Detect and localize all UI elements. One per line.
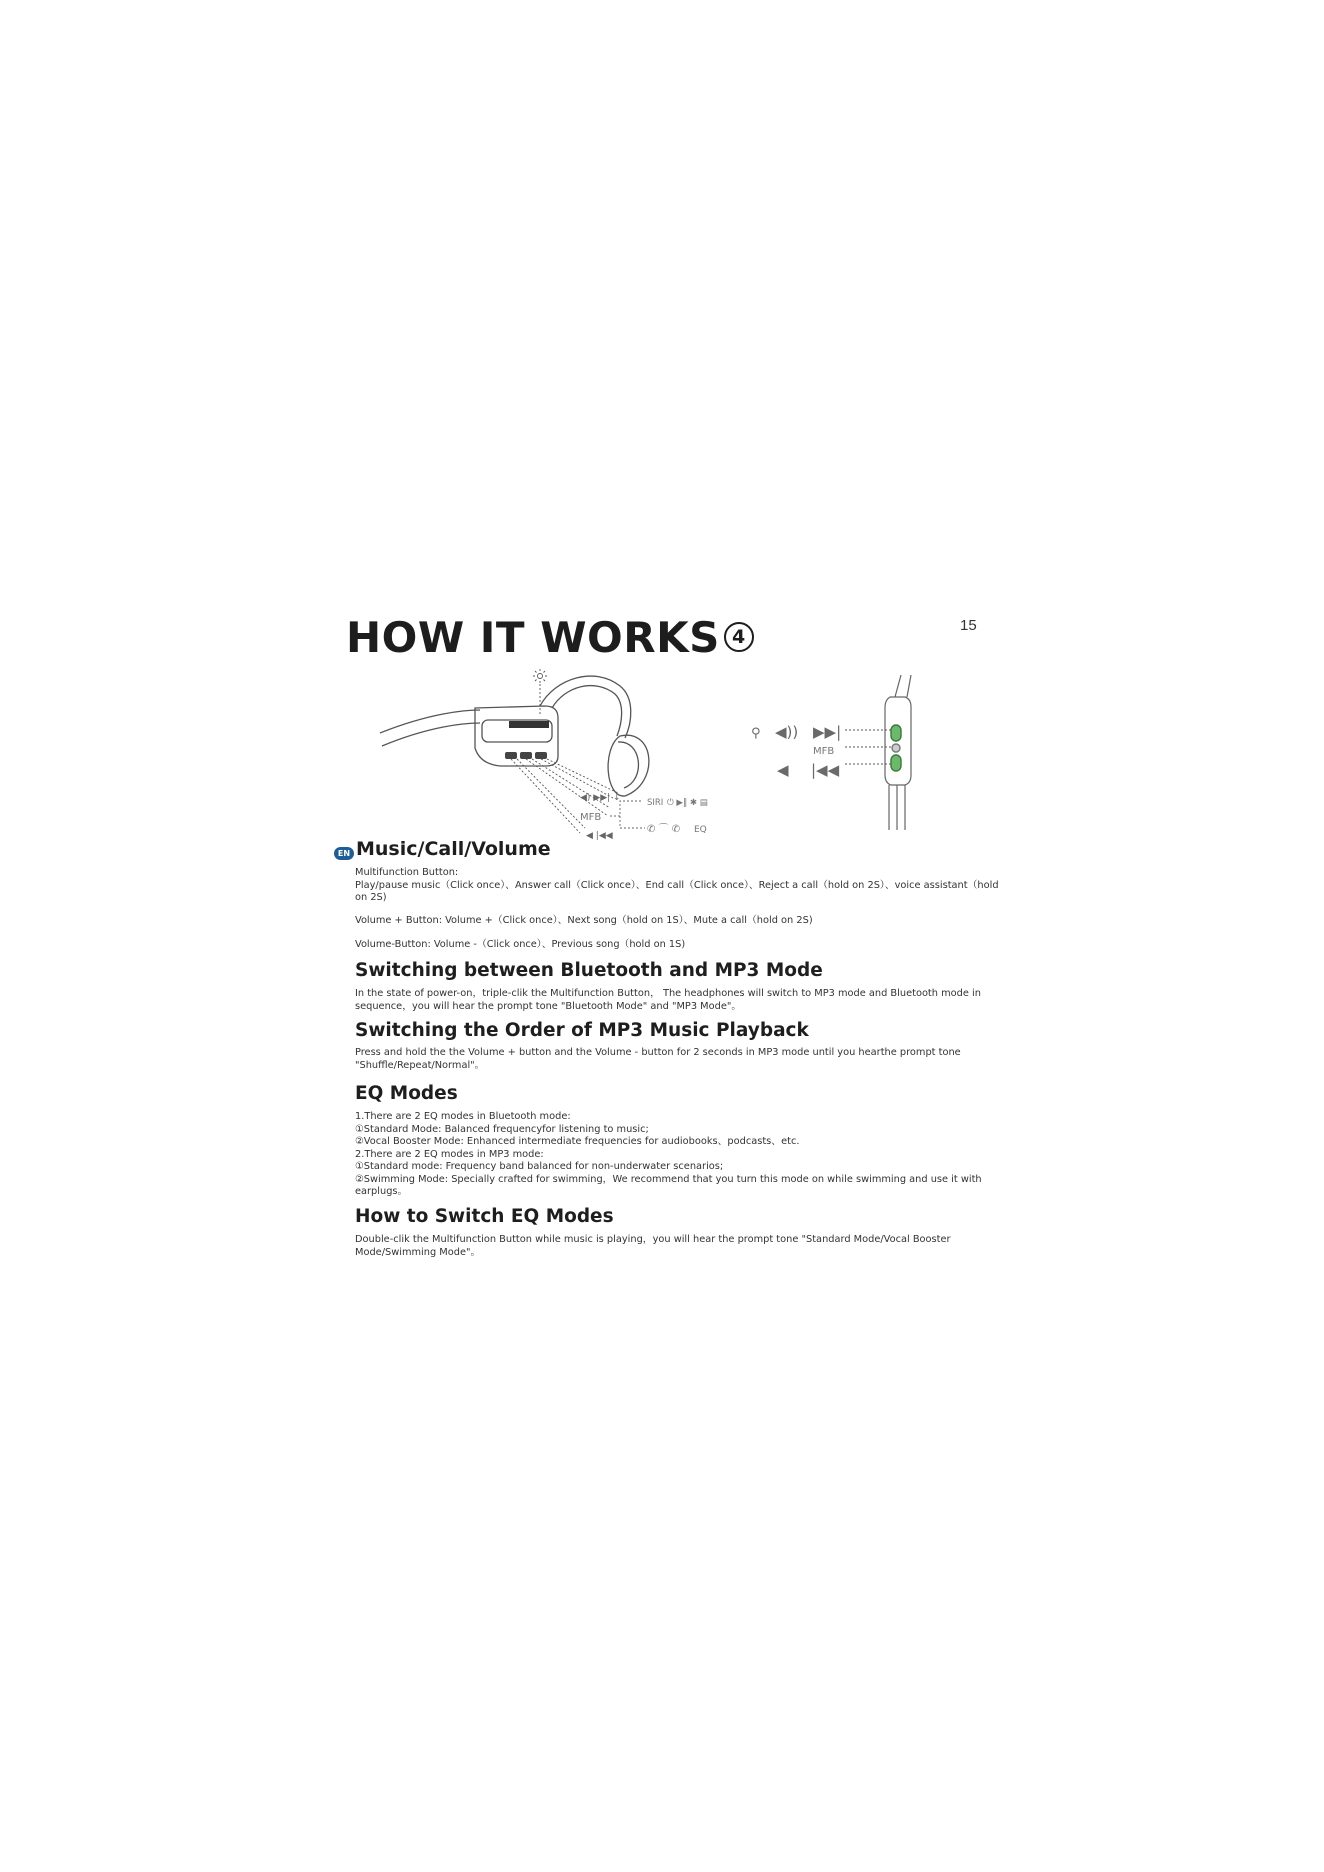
eq-label: EQ	[694, 825, 707, 835]
svg-text:◀) ▶▶| ↓: ◀) ▶▶| ↓	[580, 793, 621, 803]
eq-line: ①Standard mode: Frequency band balanced for non-underwater scenarios;	[355, 1161, 724, 1172]
eq-line: ②Vocal Booster Mode: Enhanced intermediate frequencies for audiobooks、podcasts、etc.	[355, 1136, 800, 1147]
mfb-title: Multifunction Button:	[355, 867, 459, 878]
svg-text:|◀◀: |◀◀	[811, 761, 840, 779]
eq-line: ②Swimming Mode: Specially crafted for swimming，We recommend that you turn this mode on while swimming and use it with	[355, 1173, 982, 1185]
section-heading-switch-mode: Switching between Bluetooth and MP3 Mode	[355, 960, 823, 981]
svg-text:▶▶|: ▶▶|	[813, 723, 842, 741]
switch-mode-line-1: In the state of power-on，triple-clik the Multifunction Button， The headphones will switch to MP3 mode and Bluetooth mode in	[355, 988, 981, 999]
volume-minus-text: Volume-Button: Volume -（Click once）、Previous song（hold on 1S)	[355, 939, 686, 950]
siri-label: SIRI	[647, 798, 664, 808]
svg-text:⚲: ⚲	[751, 726, 761, 741]
playback-line-1: Press and hold the the Volume + button and the Volume - button for 2 seconds in MP3 mode until you hearthe prompt tone	[355, 1047, 961, 1058]
section-heading-switch-eq: How to Switch EQ Modes	[355, 1206, 614, 1227]
svg-text:◀ |◀◀: ◀ |◀◀	[586, 831, 613, 841]
eq-line: ①Standard Mode: Balanced frequencyfor listening to music;	[355, 1123, 649, 1135]
music-mfb-text	[355, 867, 999, 905]
svg-text:✆ ⌒ ✆: ✆ ⌒ ✆	[647, 824, 681, 835]
switch-mode-text	[355, 988, 995, 1013]
section-number-badge: 4	[724, 622, 754, 652]
volume-plus-text: Volume + Button: Volume +（Click once）、Next song（hold on 1S）、Mute a call（hold on 2S)	[355, 915, 813, 926]
svg-text:◀)): ◀))	[775, 723, 799, 741]
page-number: 15	[960, 617, 977, 634]
mfb-label: MFB	[580, 812, 602, 823]
mfb-line-2: on 2S)	[355, 892, 387, 903]
button-side-diagram	[735, 675, 935, 835]
switch-eq-line-2: Mode/Swimming Mode"。	[355, 1246, 481, 1258]
switch-mode-line-2: sequence，you will hear the prompt tone "Bluetooth Mode" and "MP3 Mode"。	[355, 1000, 742, 1012]
eq-line: 1.There are 2 EQ modes in Bluetooth mode:	[355, 1111, 571, 1122]
svg-text:⏻ ▶‖ ✱ ▤: ⏻ ▶‖ ✱ ▤	[667, 798, 708, 808]
section-heading-eq-modes: EQ Modes	[355, 1083, 458, 1104]
section-heading-playback: Switching the Order of MP3 Music Playback	[355, 1020, 809, 1041]
page-title-text: HOW IT WORKS	[346, 613, 720, 662]
eq-modes-text	[355, 1111, 995, 1199]
side-mfb-label: MFB	[813, 746, 835, 757]
page-title	[346, 612, 754, 664]
headphone-diagram	[370, 668, 730, 843]
switch-eq-line-1: Double-clik the Multifunction Button while music is playing，you will hear the prompt tone "Standard Mode/Vocal Booster	[355, 1234, 951, 1245]
brand-logo	[509, 721, 549, 728]
language-badge: EN	[334, 847, 354, 860]
svg-text:◀: ◀	[777, 761, 789, 779]
playback-line-2: "Shuffle/Repeat/Normal"。	[355, 1059, 485, 1071]
mfb-line-1: Play/pause music（Click once）、Answer call（Click once）、End call（Click once）、Reject a call（hold on 2S）、voice assistant（hold	[355, 879, 999, 891]
playback-text	[355, 1047, 995, 1072]
switch-eq-text	[355, 1234, 995, 1259]
eq-line: 2.There are 2 EQ modes in MP3 mode:	[355, 1148, 544, 1160]
eq-line: earplugs。	[355, 1186, 408, 1197]
section-heading-music: Music/Call/Volume	[356, 838, 551, 860]
